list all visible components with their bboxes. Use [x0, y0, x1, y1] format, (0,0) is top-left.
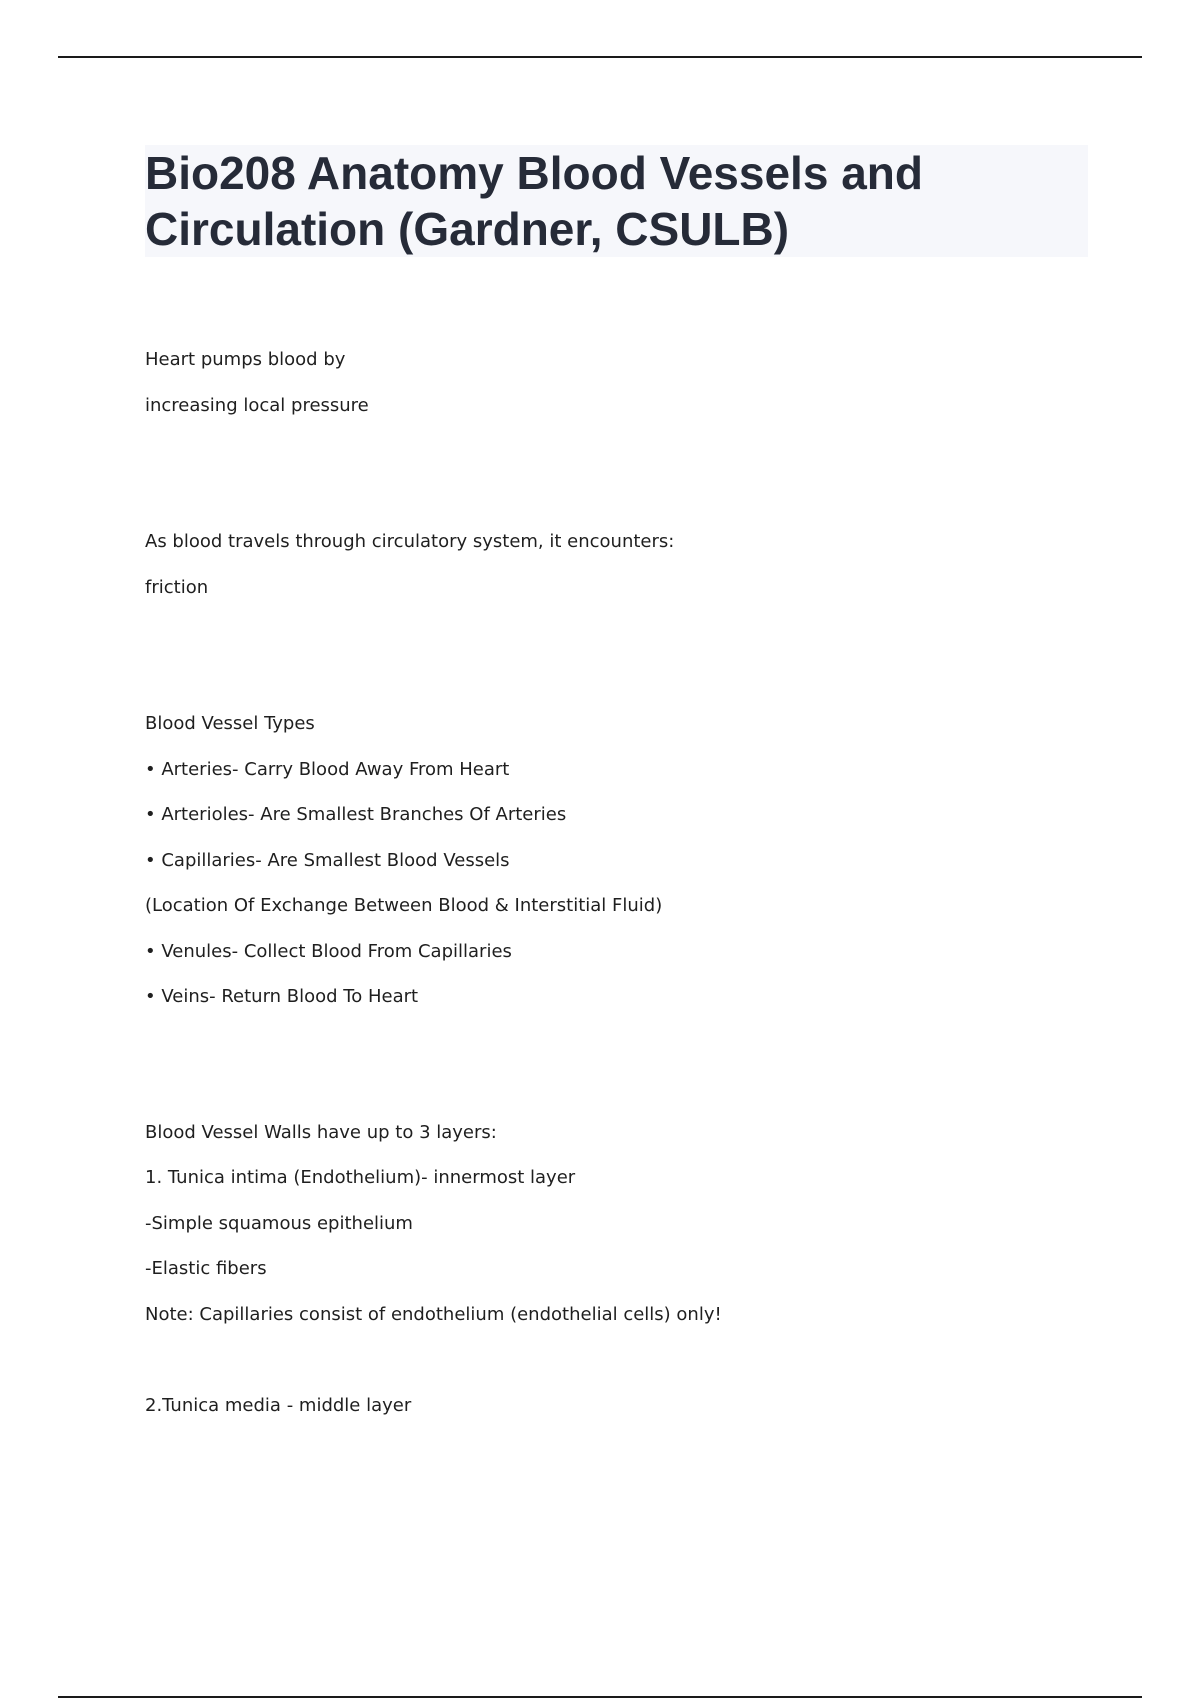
card-2-question: As blood travels through circulatory system, it encounters:: [145, 531, 675, 552]
card-4-answer-line: 1. Tunica intima (Endothelium)- innermost layer: [145, 1167, 576, 1188]
card-3-answer-line: • Arterioles- Are Smallest Branches Of Arteries: [145, 804, 567, 825]
bottom-rule: [58, 1696, 1142, 1698]
card-3-answer-line: • Venules- Collect Blood From Capillaries: [145, 941, 512, 962]
title-banner: [145, 145, 1088, 257]
card-4-answer-line: 2.Tunica media - middle layer: [145, 1395, 412, 1416]
card-4-answer-line: -Simple squamous epithelium: [145, 1213, 413, 1234]
top-rule: [58, 56, 1142, 58]
card-3-answer-line: • Capillaries- Are Smallest Blood Vessels: [145, 850, 510, 871]
card-4-answer-line: -Elastic fibers: [145, 1258, 267, 1279]
card-3-answer-line: • Veins- Return Blood To Heart: [145, 986, 419, 1007]
card-4-question: Blood Vessel Walls have up to 3 layers:: [145, 1122, 497, 1143]
card-4-answer-line: Note: Capillaries consist of endothelium (endothelial cells) only!: [145, 1304, 722, 1325]
card-3-answer-line: (Location Of Exchange Between Blood & Interstitial Fluid): [145, 895, 663, 916]
card-3-answer-line: • Arteries- Carry Blood Away From Heart: [145, 759, 510, 780]
card-3-question: Blood Vessel Types: [145, 713, 315, 734]
card-2-answer: friction: [145, 577, 209, 598]
document-title: Bio208 Anatomy Blood Vessels and Circulation (Gardner, CSULB): [145, 147, 923, 255]
card-1-answer: increasing local pressure: [145, 395, 369, 416]
card-1-question: Heart pumps blood by: [145, 349, 346, 370]
